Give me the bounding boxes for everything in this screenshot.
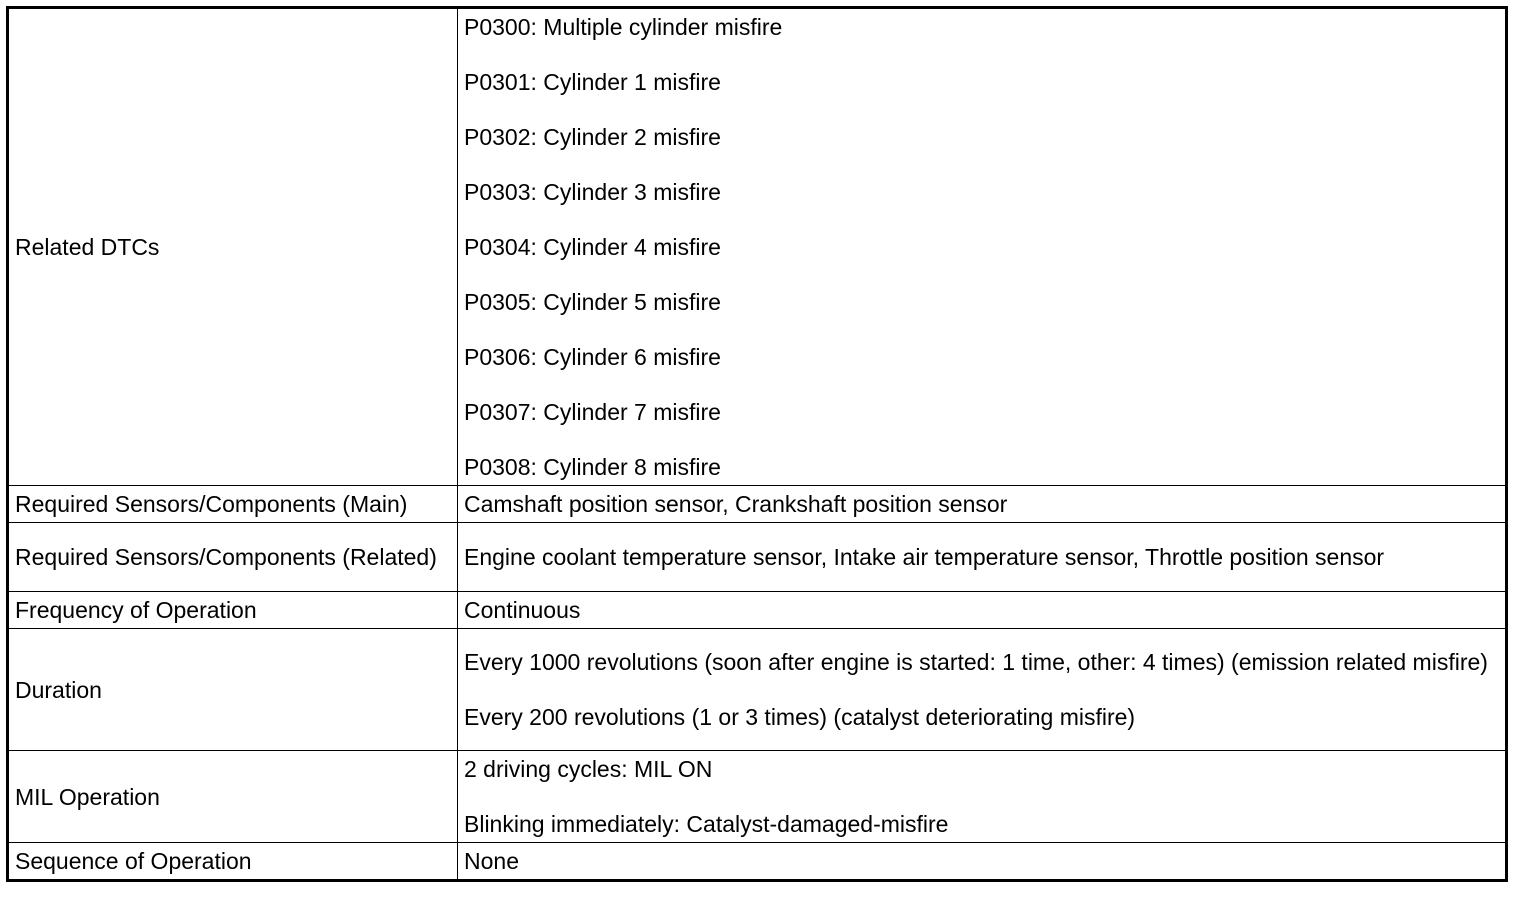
dtc-item: P0308: Cylinder 8 misfire (464, 454, 721, 480)
table-row-mil-operation (8, 751, 1507, 843)
dtc-item: P0304: Cylinder 4 misfire (464, 234, 721, 260)
table-row-sequence (8, 843, 1507, 881)
row-value (458, 843, 1507, 881)
dtc-item: P0306: Cylinder 6 misfire (464, 344, 721, 370)
table-row-duration (8, 629, 1507, 751)
dtc-item: P0303: Cylinder 3 misfire (464, 179, 721, 205)
row-label: Frequency of Operation (8, 592, 458, 629)
row-value (458, 592, 1507, 629)
value-text: Blinking immediately: Catalyst-damaged-misfire (464, 811, 949, 837)
dtc-item: P0307: Cylinder 7 misfire (464, 399, 721, 425)
table-row-frequency (8, 592, 1507, 629)
row-label: Required Sensors/Components (Main) (8, 486, 458, 523)
row-value (458, 486, 1507, 523)
dtc-item: P0301: Cylinder 1 misfire (464, 69, 721, 95)
table-row-related-dtcs (8, 8, 1507, 486)
value-text: Engine coolant temperature sensor, Intake air temperature sensor, Throttle position sensor (464, 544, 1385, 570)
dtc-item: P0305: Cylinder 5 misfire (464, 289, 721, 315)
dtc-item: P0300: Multiple cylinder misfire (464, 14, 783, 40)
table-row-required-sensors-related (8, 523, 1507, 592)
row-value (458, 8, 1507, 486)
value-text: Every 200 revolutions (1 or 3 times) (catalyst deteriorating misfire) (464, 704, 1136, 730)
row-value (458, 523, 1507, 592)
value-text: Every 1000 revolutions (soon after engine is started: 1 time, other: 4 times) (emission related misfire) (464, 649, 1488, 675)
row-label: MIL Operation (8, 751, 458, 843)
row-value (458, 751, 1507, 843)
table-row-required-sensors-main (8, 486, 1507, 523)
row-label: Duration (8, 629, 458, 751)
value-text: Camshaft position sensor, Crankshaft position sensor (464, 491, 1008, 517)
value-text: 2 driving cycles: MIL ON (464, 756, 713, 782)
row-label: Required Sensors/Components (Related) (8, 523, 458, 592)
value-text: None (464, 848, 519, 874)
row-label: Related DTCs (8, 8, 458, 486)
dtc-item: P0302: Cylinder 2 misfire (464, 124, 721, 150)
row-value (458, 629, 1507, 751)
row-label: Sequence of Operation (8, 843, 458, 881)
value-text: Continuous (464, 597, 581, 623)
dtc-spec-table (6, 6, 1508, 882)
